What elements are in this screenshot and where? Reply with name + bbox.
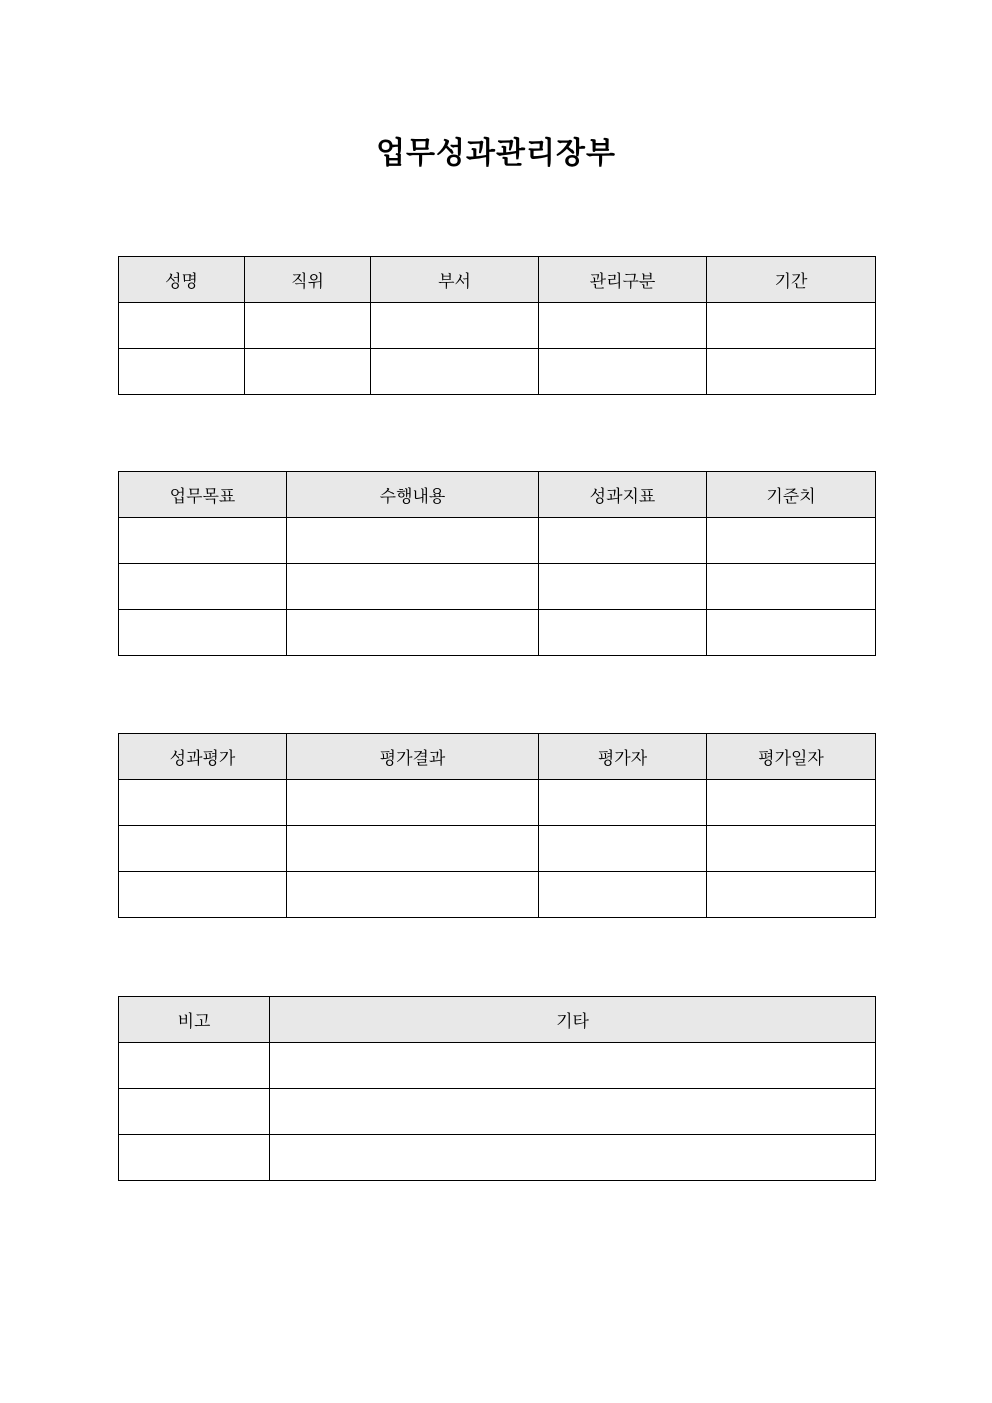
table-row — [119, 303, 876, 349]
position-cell[interactable] — [245, 303, 371, 349]
page-title: 업무성과관리장부 — [376, 136, 616, 171]
other-cell[interactable] — [270, 1043, 876, 1089]
remarks-cell[interactable] — [119, 1089, 270, 1135]
management-type-cell[interactable] — [539, 303, 707, 349]
name-cell[interactable] — [119, 303, 245, 349]
performed-content-cell[interactable] — [287, 518, 539, 564]
performance-indicator-cell[interactable] — [539, 564, 707, 610]
department-cell[interactable] — [371, 303, 539, 349]
table-header-row — [119, 997, 876, 1043]
name-cell[interactable] — [119, 349, 245, 395]
performance-evaluation-cell[interactable] — [119, 872, 287, 918]
work-goals-table — [118, 471, 876, 656]
management-type-cell[interactable] — [539, 349, 707, 395]
baseline-cell[interactable] — [707, 564, 876, 610]
baseline-cell[interactable] — [707, 610, 876, 656]
work-goal-cell[interactable] — [119, 610, 287, 656]
evaluation-result-cell[interactable] — [287, 826, 539, 872]
other-cell[interactable] — [270, 1089, 876, 1135]
table-header-row — [119, 472, 876, 518]
header-period: 기간 — [707, 257, 876, 303]
work-goal-cell[interactable] — [119, 564, 287, 610]
header-performance-evaluation: 성과평가 — [119, 734, 287, 780]
evaluation-date-cell[interactable] — [707, 780, 876, 826]
table-row — [119, 564, 876, 610]
evaluation-date-cell[interactable] — [707, 826, 876, 872]
table-row — [119, 518, 876, 564]
header-department: 부서 — [371, 257, 539, 303]
other-cell[interactable] — [270, 1135, 876, 1181]
baseline-cell[interactable] — [707, 518, 876, 564]
employee-info-table — [118, 256, 876, 395]
header-performed-content: 수행내용 — [287, 472, 539, 518]
header-work-goal: 업무목표 — [119, 472, 287, 518]
evaluation-result-cell[interactable] — [287, 780, 539, 826]
header-evaluation-result: 평가결과 — [287, 734, 539, 780]
performance-evaluation-table — [118, 733, 876, 918]
evaluator-cell[interactable] — [539, 826, 707, 872]
table-row — [119, 872, 876, 918]
performed-content-cell[interactable] — [287, 610, 539, 656]
performance-indicator-cell[interactable] — [539, 518, 707, 564]
table-row — [119, 1089, 876, 1135]
remarks-cell[interactable] — [119, 1043, 270, 1089]
table-row — [119, 1043, 876, 1089]
work-goal-cell[interactable] — [119, 518, 287, 564]
evaluator-cell[interactable] — [539, 872, 707, 918]
evaluation-date-cell[interactable] — [707, 872, 876, 918]
table-header-row — [119, 257, 876, 303]
remarks-table — [118, 996, 876, 1181]
table-row — [119, 780, 876, 826]
table-row — [119, 610, 876, 656]
evaluation-result-cell[interactable] — [287, 872, 539, 918]
performed-content-cell[interactable] — [287, 564, 539, 610]
period-cell[interactable] — [707, 303, 876, 349]
table-row — [119, 826, 876, 872]
header-other: 기타 — [270, 997, 876, 1043]
table-row — [119, 1135, 876, 1181]
remarks-cell[interactable] — [119, 1135, 270, 1181]
table-header-row — [119, 734, 876, 780]
header-baseline: 기준치 — [707, 472, 876, 518]
position-cell[interactable] — [245, 349, 371, 395]
period-cell[interactable] — [707, 349, 876, 395]
header-performance-indicator: 성과지표 — [539, 472, 707, 518]
header-evaluator: 평가자 — [539, 734, 707, 780]
header-name: 성명 — [119, 257, 245, 303]
performance-evaluation-cell[interactable] — [119, 826, 287, 872]
header-evaluation-date: 평가일자 — [707, 734, 876, 780]
department-cell[interactable] — [371, 349, 539, 395]
performance-indicator-cell[interactable] — [539, 610, 707, 656]
performance-evaluation-cell[interactable] — [119, 780, 287, 826]
header-position: 직위 — [245, 257, 371, 303]
table-row — [119, 349, 876, 395]
evaluator-cell[interactable] — [539, 780, 707, 826]
header-remarks: 비고 — [119, 997, 270, 1043]
header-management-type: 관리구분 — [539, 257, 707, 303]
